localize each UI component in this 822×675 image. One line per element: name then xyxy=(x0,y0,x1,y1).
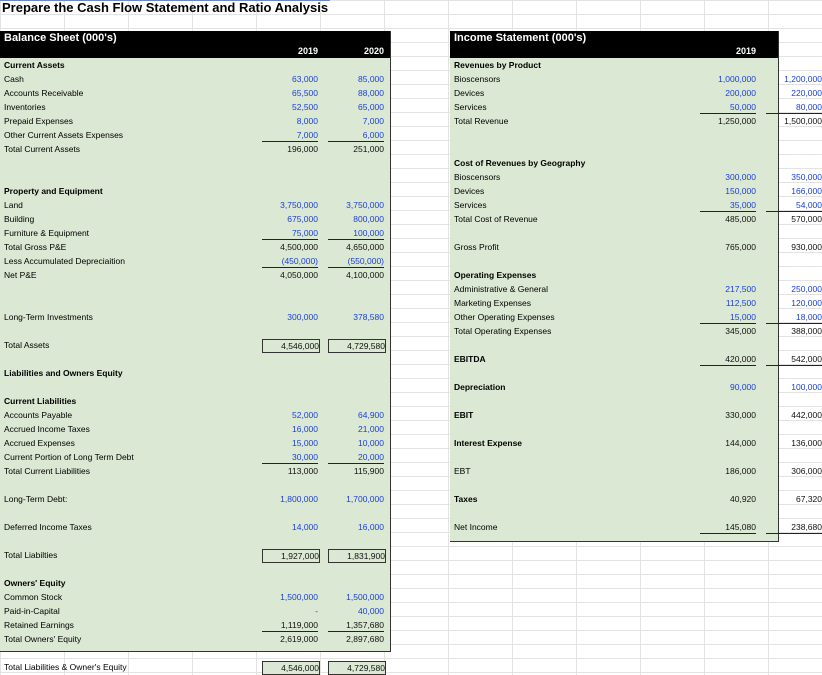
bs-row xyxy=(0,632,390,646)
is-row-label: EBIT xyxy=(454,410,474,420)
bs-cell-2019[interactable]: 30,000 xyxy=(262,451,318,464)
bs-row-label: Building xyxy=(4,214,35,224)
bs-cell-2020[interactable]: 3,750,000 xyxy=(346,200,384,210)
bs-row xyxy=(0,254,390,268)
is-row-label: Services xyxy=(454,102,487,112)
bs-cell-2020[interactable]: 88,000 xyxy=(358,88,384,98)
bs-row-label: Liabilities and Owners Equity xyxy=(4,368,123,378)
bs-row-label: Net P&E xyxy=(4,270,37,280)
is-row xyxy=(450,310,822,324)
balance-sheet-panel xyxy=(0,31,391,673)
is-row xyxy=(450,436,822,450)
is-row xyxy=(450,198,822,212)
is-cell-2020[interactable]: 238,680 xyxy=(766,521,822,534)
is-row-label: Total Revenue xyxy=(454,116,509,126)
bs-cell-2019[interactable]: 15,000 xyxy=(292,438,318,448)
bs-cell-2019[interactable]: (450,000) xyxy=(262,255,318,268)
is-row xyxy=(450,492,822,506)
bs-row-label: Current Assets xyxy=(4,60,65,70)
is-cell-2020[interactable]: 120,000 xyxy=(791,298,822,308)
bs-row-label: Common Stock xyxy=(4,592,63,602)
bs-row-label: Prepaid Expenses xyxy=(4,116,73,126)
bs-row xyxy=(0,436,390,450)
bs-cell-2020[interactable]: 4,100,000 xyxy=(346,270,384,280)
bs-cell-2019[interactable]: 113,000 xyxy=(287,466,318,476)
bs-cell-2019[interactable]: 1,119,000 xyxy=(262,619,318,632)
is-cell-2020[interactable]: 166,000 xyxy=(791,186,822,196)
is-row xyxy=(450,184,822,198)
bs-row-label: Total Current Liabilities xyxy=(4,466,90,476)
bs-row xyxy=(0,212,390,226)
bs-row xyxy=(0,450,390,464)
bs-cell-2020[interactable]: 100,000 xyxy=(328,227,384,240)
is-row xyxy=(450,58,778,72)
bs-cell-2020[interactable]: 1,357,680 xyxy=(328,619,384,632)
is-cell-2019[interactable]: 145,080 xyxy=(700,521,756,534)
is-row xyxy=(450,72,822,86)
is-row xyxy=(450,240,822,254)
bs-cell-2019[interactable]: 1,927,000 xyxy=(262,549,320,563)
is-row-label: Interest Expense xyxy=(454,438,523,448)
is-row-label: Revenues by Product xyxy=(454,60,541,70)
is-cell-2020[interactable]: 220,000 xyxy=(791,88,822,98)
is-cell-2019[interactable]: 35,000 xyxy=(700,199,756,212)
bs-cell-2020[interactable]: 800,000 xyxy=(353,214,384,224)
bs-row xyxy=(0,548,390,562)
page-title: Prepare the Cash Flow Statement and Ratio Analysis xyxy=(2,0,329,15)
is-cell-2020[interactable]: 250,000 xyxy=(791,284,822,294)
bs-cell-2020[interactable]: 2,897,680 xyxy=(346,634,384,644)
bs-row xyxy=(0,226,390,240)
is-cell-2019[interactable]: 330,000 xyxy=(725,410,756,420)
bs-row xyxy=(0,492,390,506)
bs-row-label: Retained Earnings xyxy=(4,620,74,630)
is-row-label: Devices xyxy=(454,186,485,196)
bs-cell-2020[interactable]: 40,000 xyxy=(358,606,384,616)
bs-row xyxy=(0,184,390,198)
bs-row xyxy=(0,464,390,478)
is-row xyxy=(450,380,822,394)
bs-row-label: Total Liabilities & Owner's Equity xyxy=(4,662,127,672)
bs-row xyxy=(0,576,390,590)
is-year-2019: 2019 xyxy=(735,46,756,56)
is-row xyxy=(450,212,822,226)
is-cell-2019[interactable]: 50,000 xyxy=(700,101,756,114)
bs-cell-2019[interactable]: 4,546,000 xyxy=(262,339,320,353)
bs-row xyxy=(0,114,390,128)
bs-row-label: Paid-in-Capital xyxy=(4,606,60,616)
bs-cell-2019[interactable]: 1,800,000 xyxy=(280,494,318,504)
is-cell-2020[interactable]: 18,000 xyxy=(766,311,822,324)
is-cell-2019[interactable]: 1,000,000 xyxy=(718,74,756,84)
bs-row-label: Accounts Payable xyxy=(4,410,73,420)
is-year-2020: 2020 xyxy=(801,46,822,56)
bs-cell-2019[interactable]: 3,750,000 xyxy=(280,200,318,210)
bs-cell-2020[interactable]: 65,000 xyxy=(358,102,384,112)
is-row-label: Administrative & General xyxy=(454,284,549,294)
bs-cell-2020[interactable]: 6,000 xyxy=(328,129,384,142)
balance-sheet-title: Balance Sheet (000's) xyxy=(4,32,117,44)
bs-row-label: Owners' Equity xyxy=(4,578,66,588)
bs-row xyxy=(0,268,390,282)
balance-sheet-header xyxy=(0,31,390,58)
is-row-label: Gross Profit xyxy=(454,242,499,252)
bs-cell-2020[interactable]: 4,729,580 xyxy=(328,339,386,353)
is-cell-2019[interactable]: 300,000 xyxy=(725,172,756,182)
is-row-label: Services xyxy=(454,200,487,210)
is-row-label: Cost of Revenues by Geography xyxy=(454,158,586,168)
bs-row xyxy=(0,310,390,324)
is-row xyxy=(450,464,822,478)
bs-row xyxy=(0,86,390,100)
is-cell-2020[interactable]: 67,320 xyxy=(796,494,822,504)
is-cell-2019[interactable]: 765,000 xyxy=(725,242,756,252)
bs-cell-2019[interactable]: 7,000 xyxy=(262,129,318,142)
bs-row xyxy=(0,142,390,156)
bs-cell-2020[interactable]: 1,831,900 xyxy=(328,549,386,563)
is-cell-2019[interactable]: 112,500 xyxy=(725,298,756,308)
income-statement-panel xyxy=(450,31,822,542)
bs-row xyxy=(0,618,390,632)
bs-cell-2020[interactable]: (550,000) xyxy=(328,255,384,268)
bs-cell-2019[interactable]: 300,000 xyxy=(287,312,318,322)
bs-row xyxy=(0,422,390,436)
bs-row-label: Accounts Receivable xyxy=(4,88,84,98)
bs-row-label: Land xyxy=(4,200,23,210)
bs-cell-2020[interactable]: 85,000 xyxy=(358,74,384,84)
is-cell-2020[interactable]: 388,000 xyxy=(791,326,822,336)
bs-row xyxy=(0,100,390,114)
is-cell-2019[interactable]: 345,000 xyxy=(725,326,756,336)
is-cell-2019[interactable]: 485,000 xyxy=(725,214,756,224)
bs-row xyxy=(0,240,390,254)
bs-cell-2020[interactable]: 378,580 xyxy=(353,312,384,322)
bs-cell-2019[interactable]: 52,000 xyxy=(292,410,318,420)
is-row-label: Bioscensors xyxy=(454,172,501,182)
is-row xyxy=(450,170,822,184)
is-cell-2019[interactable]: 186,000 xyxy=(725,466,756,476)
bs-cell-2019[interactable]: 1,500,000 xyxy=(280,592,318,602)
bs-cell-2020[interactable]: 20,000 xyxy=(328,451,384,464)
bs-row xyxy=(0,366,390,380)
is-cell-2019[interactable]: 15,000 xyxy=(700,311,756,324)
bs-cell-2020[interactable]: 4,729,580 xyxy=(328,661,386,675)
is-row xyxy=(450,352,822,366)
bs-row xyxy=(0,590,390,604)
bs-row xyxy=(0,604,390,618)
bs-row xyxy=(0,394,390,408)
bs-row-label: Total Current Assets xyxy=(4,144,81,154)
bs-cell-2020[interactable]: 1,500,000 xyxy=(346,592,384,602)
is-cell-2020[interactable]: 1,500,000 xyxy=(784,116,822,126)
bs-row-label: Furniture & Equipment xyxy=(4,228,90,238)
is-cell-2020[interactable]: 930,000 xyxy=(791,242,822,252)
bs-cell-2020[interactable]: 10,000 xyxy=(358,438,384,448)
bs-cell-2019[interactable]: 14,000 xyxy=(292,522,318,532)
bs-cell-2019[interactable]: 4,546,000 xyxy=(262,661,320,675)
bs-cell-2020[interactable]: 21,000 xyxy=(358,424,384,434)
bs-cell-2019[interactable]: 65,500 xyxy=(292,88,318,98)
bs-cell-2019[interactable]: 63,000 xyxy=(292,74,318,84)
bs-row-label: Less Accumulated Depreciaition xyxy=(4,256,125,266)
is-row-label: Net Income xyxy=(454,522,498,532)
is-row-label: Taxes xyxy=(454,494,478,504)
bs-row-label: Long-Term Investments xyxy=(4,312,93,322)
bs-row-label: Total Gross P&E xyxy=(4,242,67,252)
is-cell-2019[interactable]: 217,500 xyxy=(725,284,756,294)
bs-cell-2020[interactable]: 4,650,000 xyxy=(346,242,384,252)
bs-cell-2020[interactable]: 1,700,000 xyxy=(346,494,384,504)
bs-row-label: Current Portion of Long Term Debt xyxy=(4,452,134,462)
is-cell-2020[interactable]: 54,000 xyxy=(766,199,822,212)
bs-cell-2020[interactable]: 16,000 xyxy=(358,522,384,532)
bs-row xyxy=(0,408,390,422)
is-cell-2019[interactable]: 150,000 xyxy=(725,186,756,196)
is-row xyxy=(450,296,822,310)
bs-row xyxy=(0,338,390,352)
bs-row xyxy=(0,128,390,142)
is-row xyxy=(450,282,822,296)
bs-row xyxy=(0,520,390,534)
is-row-label: Total Operating Expenses xyxy=(454,326,552,336)
bs-row xyxy=(0,198,390,212)
is-cell-2019[interactable]: 90,000 xyxy=(730,382,756,392)
bs-row xyxy=(0,72,390,86)
is-row-label: EBITDA xyxy=(454,354,486,364)
is-row xyxy=(450,86,822,100)
is-row-label: Marketing Expenses xyxy=(454,298,532,308)
is-row-label: Total Cost of Revenue xyxy=(454,214,538,224)
bs-row-label: Deferred Income Taxes xyxy=(4,522,92,532)
is-row xyxy=(450,114,822,128)
income-statement-title: Income Statement (000's) xyxy=(454,32,587,44)
bs-row-label: Inventories xyxy=(4,102,46,112)
bs-cell-2019[interactable]: - xyxy=(315,606,318,616)
is-row xyxy=(450,408,822,422)
bs-cell-2019[interactable]: 16,000 xyxy=(292,424,318,434)
bs-cell-2019[interactable]: 4,050,000 xyxy=(280,270,318,280)
bs-year-2019: 2019 xyxy=(297,46,318,56)
bs-cell-2020[interactable]: 251,000 xyxy=(353,144,384,154)
is-cell-2020[interactable]: 306,000 xyxy=(791,466,822,476)
bs-cell-2019[interactable]: 8,000 xyxy=(296,116,318,126)
bs-row-label: Total Assets xyxy=(4,340,50,350)
bs-cell-2019[interactable]: 196,000 xyxy=(287,144,318,154)
is-cell-2019[interactable]: 420,000 xyxy=(700,353,756,366)
bs-row-label: Current Liabilities xyxy=(4,396,77,406)
is-row-label: Operating Expenses xyxy=(454,270,537,280)
bs-row-label: Accrued Income Taxes xyxy=(4,424,90,434)
is-row xyxy=(450,324,822,338)
bs-cell-2019[interactable]: 675,000 xyxy=(287,214,318,224)
bs-row-label: Total Owners' Equity xyxy=(4,634,82,644)
is-cell-2020[interactable]: 80,000 xyxy=(766,101,822,114)
is-row-label: Depreciation xyxy=(454,382,506,392)
bs-cell-2019[interactable]: 2,619,000 xyxy=(280,634,318,644)
is-row-label: Other Operating Expenses xyxy=(454,312,555,322)
bs-row-label: Cash xyxy=(4,74,24,84)
is-cell-2019[interactable]: 144,000 xyxy=(725,438,756,448)
is-cell-2019[interactable]: 1,250,000 xyxy=(718,116,756,126)
bs-year-2020: 2020 xyxy=(363,46,384,56)
is-row-label: Devices xyxy=(454,88,485,98)
bs-cell-2020[interactable]: 64,900 xyxy=(358,410,384,420)
is-row-label: Bioscensors xyxy=(454,74,501,84)
is-cell-2020[interactable]: 136,000 xyxy=(791,438,822,448)
bs-cell-2020[interactable]: 7,000 xyxy=(362,116,384,126)
bs-cell-2019[interactable]: 52,500 xyxy=(292,102,318,112)
is-row xyxy=(450,268,778,282)
is-cell-2020[interactable]: 350,000 xyxy=(791,172,822,182)
is-cell-2020[interactable]: 1,200,000 xyxy=(784,74,822,84)
is-cell-2019[interactable]: 40,920 xyxy=(730,494,756,504)
bs-row-label: Total Liabilties xyxy=(4,550,58,560)
is-row xyxy=(450,100,822,114)
bs-row-label: Property and Equipment xyxy=(4,186,103,196)
bs-cell-2020[interactable]: 115,900 xyxy=(353,466,384,476)
is-cell-2020[interactable]: 570,000 xyxy=(791,214,822,224)
bs-row-label: Accrued Expenses xyxy=(4,438,75,448)
is-cell-2019[interactable]: 200,000 xyxy=(725,88,756,98)
is-cell-2020[interactable]: 100,000 xyxy=(791,382,822,392)
bs-cell-2019[interactable]: 4,500,000 xyxy=(280,242,318,252)
bs-row xyxy=(0,660,390,674)
income-statement-header xyxy=(450,31,822,58)
is-row xyxy=(450,156,778,170)
bs-row xyxy=(0,58,390,72)
is-cell-2020[interactable]: 542,000 xyxy=(766,353,822,366)
bs-row-label: Other Current Assets Expenses xyxy=(4,130,124,140)
is-cell-2020[interactable]: 442,000 xyxy=(791,410,822,420)
is-row xyxy=(450,520,822,534)
bs-row-label: Long-Term Debt: xyxy=(4,494,68,504)
is-row-label: EBT xyxy=(454,466,471,476)
bs-cell-2019[interactable]: 75,000 xyxy=(262,227,318,240)
